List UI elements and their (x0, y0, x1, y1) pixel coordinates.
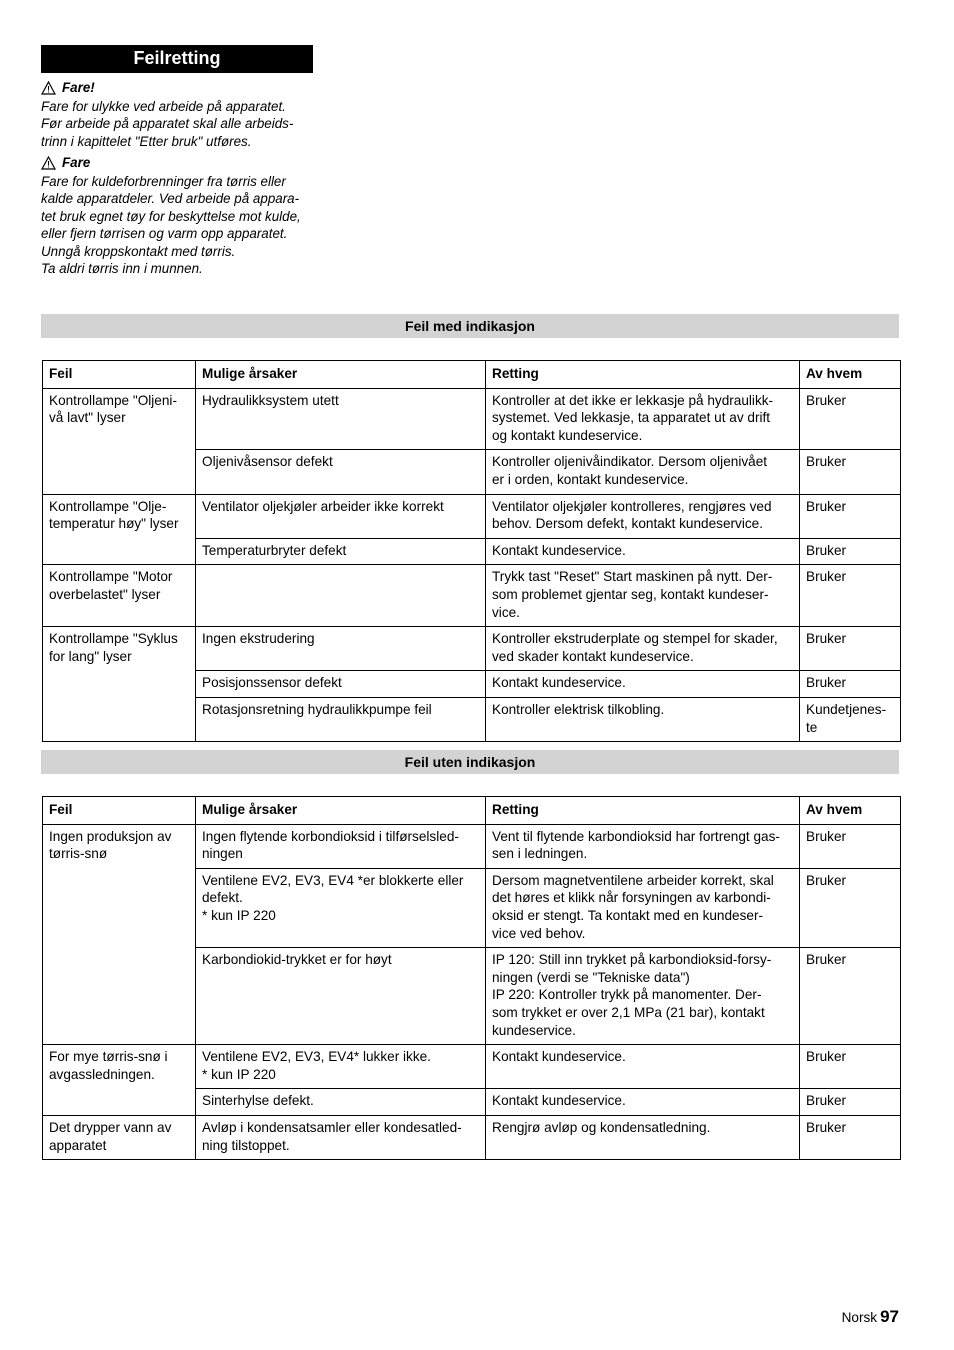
fix-cell: Kontroller at det ikke er lekkasje på hydraulikk- systemet. Ved lekkasje, ta apparatet ut av drift og kontakt kundeservice. (486, 388, 800, 450)
who-cell: Bruker (800, 450, 901, 494)
fix-cell: Rengjrø avløp og kondensatledning. (486, 1115, 800, 1159)
who-cell: Bruker (800, 1089, 901, 1116)
table-row (43, 494, 901, 538)
column-header: Retting (486, 361, 800, 389)
column-header: Feil (43, 361, 196, 389)
column-header: Av hvem (800, 361, 901, 389)
warning-triangle-icon (41, 156, 56, 170)
who-cell: Bruker (800, 671, 901, 698)
page-title: Feilretting (41, 45, 313, 73)
who-cell: Bruker (800, 627, 901, 671)
warning-text: kalde apparatdeler. Ved arbeide på appara- (41, 191, 300, 206)
table-header-row (43, 361, 901, 389)
fix-cell: Kontakt kundeservice. (486, 671, 800, 698)
footer-language: Norsk (841, 1310, 878, 1325)
who-cell: Bruker (800, 1115, 901, 1159)
who-cell: Bruker (800, 948, 901, 1045)
column-header: Av hvem (800, 797, 901, 825)
fault-cell: For mye tørris-snø i avgassledningen. (43, 1045, 196, 1116)
fault-cell: Det drypper vann av apparatet (43, 1115, 196, 1159)
section-heading: Feil uten indikasjon (41, 750, 899, 774)
cause-cell: Ventilene EV2, EV3, EV4* lukker ikke. * kun IP 220 (196, 1045, 486, 1089)
fault-cell: Kontrollampe "Motor overbelastet" lyser (43, 565, 196, 627)
warning-heading: Fare (41, 154, 326, 172)
fix-cell: IP 120: Still inn trykket på karbondioksid-forsy- ningen (verdi se "Tekniske data") IP 220: Kontroller trykk på manomenter. Der- som trykket er over 2,1 MPa (21 bar), kontakt kundeservice. (486, 948, 800, 1045)
warning-text: Før arbeide på apparatet skal alle arbeids- (41, 116, 294, 131)
warning-heading: Fare! (41, 79, 326, 97)
warning-block (41, 154, 326, 278)
cause-cell: Posisjonssensor defekt (196, 671, 486, 698)
cause-cell: Hydraulikksystem utett (196, 388, 486, 450)
cause-cell: Avløp i kondensatsamler eller kondesatled- ning tilstoppet. (196, 1115, 486, 1159)
who-cell: Bruker (800, 494, 901, 538)
table-row (43, 565, 901, 627)
who-cell: Bruker (800, 388, 901, 450)
warning-text: Unngå kroppskontakt med tørris. (41, 243, 236, 259)
fault-cell: Ingen produksjon av tørris-snø (43, 824, 196, 1045)
table-row (43, 388, 901, 450)
who-cell: Bruker (800, 565, 901, 627)
cause-cell (196, 565, 486, 627)
table-row (43, 627, 901, 671)
cause-cell: Temperaturbryter defekt (196, 538, 486, 565)
section-heading: Feil med indikasjon (41, 314, 899, 338)
column-header: Feil (43, 797, 196, 825)
page-footer (842, 1307, 899, 1327)
fault-table (42, 360, 901, 742)
table-header-row (43, 797, 901, 825)
cause-cell: Sinterhylse defekt. (196, 1089, 486, 1116)
cause-cell: Ventilator oljekjøler arbeider ikke korrekt (196, 494, 486, 538)
who-cell: Bruker (800, 868, 901, 947)
fix-cell: Kontroller oljenivåindikator. Dersom oljenivået er i orden, kontakt kundeservice. (486, 450, 800, 494)
who-cell: Kundetjenes- te (800, 697, 901, 741)
cause-cell: Rotasjonsretning hydraulikkpumpe feil (196, 697, 486, 741)
fix-cell: Trykk tast "Reset" Start maskinen på nytt. Der- som problemet gjentar seg, kontakt kundeser- vice. (486, 565, 800, 627)
warning-text: Fare for kuldeforbrenninger fra tørris eller (41, 173, 286, 189)
fix-cell: Kontakt kundeservice. (486, 1089, 800, 1116)
fix-cell: Ventilator oljekjøler kontrolleres, rengjøres ved behov. Dersom defekt, kontakt kundeservice. (486, 494, 800, 538)
fix-cell: Kontroller ekstruderplate og stempel for skader, ved skader kontakt kundeservice. (486, 627, 800, 671)
fix-cell: Kontakt kundeservice. (486, 538, 800, 565)
cause-cell: Ingen ekstrudering (196, 627, 486, 671)
warning-text: Ta aldri tørris inn i munnen. (41, 261, 203, 276)
warning-block (41, 79, 326, 150)
fix-cell: Kontakt kundeservice. (486, 1045, 800, 1089)
table-row (43, 1115, 901, 1159)
warning-triangle-icon (41, 81, 56, 95)
warning-text: Fare for ulykke ved arbeide på apparatet. (41, 98, 286, 114)
column-header: Retting (486, 797, 800, 825)
cause-cell: Ingen flytende korbondioksid i tilførselsled- ningen (196, 824, 486, 868)
warning-text: tet bruk egnet tøy for beskyttelse mot kulde, (41, 208, 301, 224)
table-row (43, 1045, 901, 1089)
fault-cell: Kontrollampe "Olje- temperatur høy" lyser (43, 494, 196, 565)
warnings (41, 79, 326, 282)
table-row (43, 824, 901, 868)
column-header: Mulige årsaker (196, 797, 486, 825)
who-cell: Bruker (800, 824, 901, 868)
who-cell: Bruker (800, 538, 901, 565)
cause-cell: Karbondiokid-trykket er for høyt (196, 948, 486, 1045)
fix-cell: Dersom magnetventilene arbeider korrekt, skal det høres et klikk når forsyningen av karbondi- oksid er stengt. Ta kontakt med en kundeser- vice ved behov. (486, 868, 800, 947)
column-header: Mulige årsaker (196, 361, 486, 389)
warning-text: eller fjern tørrisen og varm opp apparatet. (41, 226, 288, 241)
fix-cell: Kontroller elektrisk tilkobling. (486, 697, 800, 741)
warning-text: trinn i kapittelet "Etter bruk" utføres. (41, 133, 252, 149)
fault-table (42, 796, 901, 1160)
fault-cell: Kontrollampe "Syklus for lang" lyser (43, 627, 196, 742)
cause-cell: Ventilene EV2, EV3, EV4 *er blokkerte eller defekt. * kun IP 220 (196, 868, 486, 947)
fault-cell: Kontrollampe "Oljeni- vå lavt" lyser (43, 388, 196, 494)
fix-cell: Vent til flytende karbondioksid har fortrengt gas- sen i ledningen. (486, 824, 800, 868)
cause-cell: Oljenivåsensor defekt (196, 450, 486, 494)
who-cell: Bruker (800, 1045, 901, 1089)
page-number: 97 (880, 1307, 899, 1326)
